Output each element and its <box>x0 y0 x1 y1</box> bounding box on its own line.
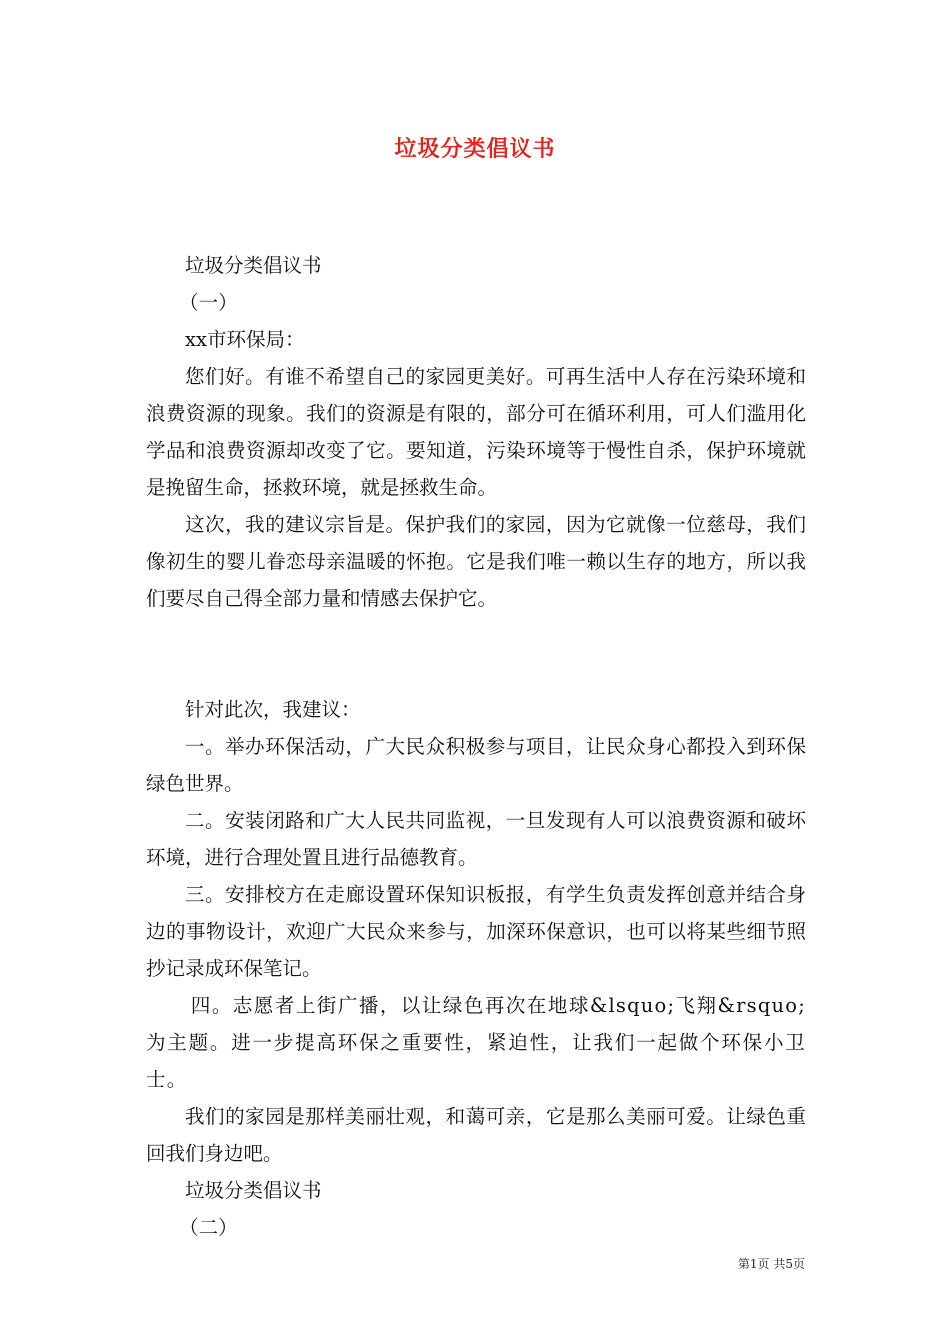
body-paragraph: 这次，我的建议宗旨是。保护我们的家园，因为它就像一位慈母，我们像初生的婴儿眷恋母亲温暖的怀抱。它是我们唯一赖以生存的地方，所以我们要尽自己得全部力量和情感去保护它。 <box>146 513 806 610</box>
list-item: 二。安装闭路和广大人民共同监视，一旦发现有人可以浪费资源和破坏环境，进行合理处置且进行品德教育。 <box>146 809 806 869</box>
document-body <box>146 247 806 1246</box>
list-item: 三。安排校方在走廊设置环保知识板报，有学生负责发挥创意并结合身边的事物设计，欢迎广大民众来参与，加深环保意识，也可以将某些细节照抄记录成环保笔记。 <box>146 883 806 980</box>
list-item: 一。举办环保活动，广大民众积极参与项目，让民众身心都投入到环保绿色世界。 <box>146 735 806 795</box>
section-heading: 垃圾分类倡议书 <box>185 254 322 277</box>
section-number: （二） <box>179 1216 238 1239</box>
section-number: （一） <box>179 291 238 314</box>
body-paragraph: 我们的家园是那样美丽壮观，和蔼可亲，它是那么美丽可爱。让绿色重回我们身边吧。 <box>146 1105 806 1165</box>
section-heading: 垃圾分类倡议书 <box>185 1179 322 1202</box>
page-footer: 第1页 共5页 <box>737 1257 805 1271</box>
salutation: xx市环保局： <box>185 328 305 351</box>
body-paragraph: 针对此次，我建议： <box>185 698 361 721</box>
document-title: 垃圾分类倡议书 <box>394 136 556 162</box>
list-item: 四。志愿者上街广播，以让绿色再次在地球&lsquo;飞翔&rsquo;为主题。进一步提高环保之重要性，紧迫性，让我们一起做个环保小卫士。 <box>146 994 806 1091</box>
body-paragraph: 您们好。有谁不希望自己的家园更美好。可再生活中人存在污染环境和浪费资源的现象。我们的资源是有限的，部分可在循环利用，可人们滥用化学品和浪费资源却改变了它。要知道，污染环境等于慢性自杀，保护环境就是挽留生命，拯救环境，就是拯救生命。 <box>146 365 806 499</box>
paragraph-gap <box>146 617 806 691</box>
